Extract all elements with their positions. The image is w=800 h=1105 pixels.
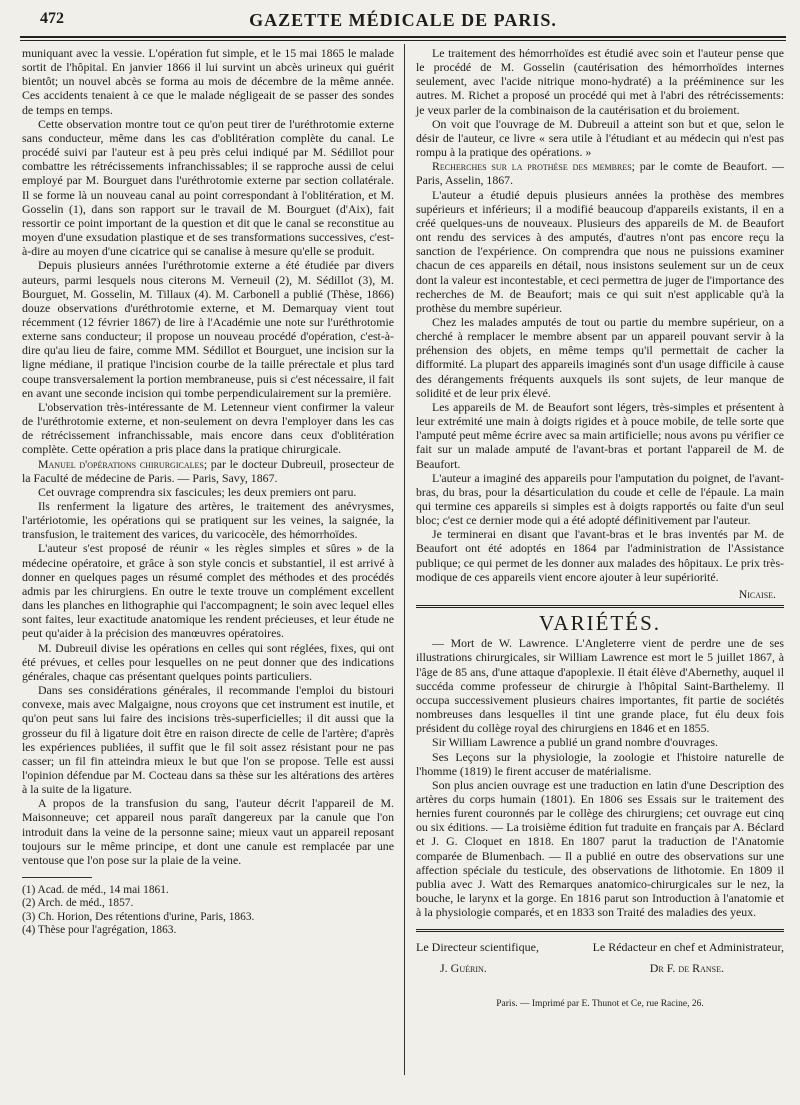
- section-title: VARIÉTÉS.: [538, 611, 662, 636]
- paragraph: L'auteur s'est proposé de réunir « les règles simples et sûres » de la médecine opératoire, et grâce à son style concis et substantiel, il est arrivé à donner en quelques pages un résumé complet des méthodes et des procédés admis par les chirurgiens. En outre le texte trouve un complément excellent dans les planches en lithographie qui l'accompagnent; le soin avec lequel elles sont faites, leur exactitude anatomique les rendent précieuses, et leur étude ne peut qu'aider à la précision des manœuvres opératoires.: [22, 541, 394, 641]
- signatories-names: [416, 961, 784, 975]
- header-rule: [20, 36, 786, 38]
- left-column: [22, 46, 394, 938]
- page-header: [20, 10, 786, 38]
- varietes-section: [416, 605, 784, 919]
- paragraph: Sir William Lawrence a publié un grand nombre d'ouvrages.: [432, 735, 718, 750]
- paragraph: On voit que l'ouvrage de M. Dubreuil a atteint son but et que, selon le désir de l'auteur, ce livre « sera utile à l'étudiant et au médecin qui n'est pas rompu à la pratique des opérations. »: [416, 116, 784, 160]
- paragraph: A propos de la transfusion du sang, l'auteur décrit l'appareil de M. Maisonneuve; cet appareil nous paraît dangereux par la canule que l'on introduit dans la veine de la personne saine; mieux vaut un appareil reposant toujours sur le même principe, et dont une canule est remplacée par une ventouse que l'on pose sur la plaie de la veine.: [22, 796, 394, 867]
- paragraph: — Mort de W. Lawrence. L'Angleterre vient de perdre une de ses illustrations chirurgicales, sir William Lawrence est mort le 5 juillet 1867, à l'âge de 85 ans, d'une attaque d'apoplexie. Il était élève d'Abernethy, auquel il succéda comme professeur de chirurgie à l'hôpital Saint-Barthelemy. Il occupa successivement plusieurs chaires importantes, fit partie de sociétés nombreuses dans lesquelles il tint une grande place, fut élu deux fois président du collège royal des chirurgiens en 1846 et en 1855.: [416, 636, 784, 736]
- paragraph: M. Dubreuil divise les opérations en celles qui sont réglées, fixes, qui ont été prévues, et celles pour lesquelles on ne peut donner que des indications générales, chaque cas présentant quelques points particuliers.: [22, 640, 394, 683]
- paragraph: Ils renferment la ligature des artères, le traitement des anévrysmes, l'artériotomie, les opérations qui se pratiquent sur les veines, la saignée, la transfusion, le traitement des varices, du varicocèle, des hémorrhoïdes.: [22, 499, 394, 542]
- paragraph: muniquant avec la vessie. L'opération fut simple, et le 15 mai 1865 le malade sortit de l'hôpital. En janvier 1866 il lui survint un abcès urineux qui guérit bientôt; un nouvel abcès se forma au mois de décembre de la même année. Ces accidents tenaient à ce que le malade négligeait de se passer des sondes de temps en temps.: [22, 46, 394, 117]
- paragraph: Ses Leçons sur la physiologie, la zoologie et l'histoire naturelle de l'homme (1819) le firent accuser de matérialisme.: [416, 749, 784, 778]
- review-title: Recherches sur la prothèse des membres: [432, 159, 632, 174]
- review-title: Manuel d'opérations chirurgicales: [38, 456, 204, 471]
- paragraph: Les appareils de M. de Beaufort sont légers, très-simples et présentent à leur extrémité une main à doigts rigides et à pouce mobile, de telle sorte que l'amputé peut même écrire avec sa main artificielle; nous avons pu vérifier ce fait sur un malade amputé de l'avant-bras et portant l'appareil de M. de Beaufort.: [416, 399, 784, 471]
- footnote: (1) Acad. de méd., 14 mai 1861.: [22, 884, 169, 897]
- paragraph: L'auteur a étudié depuis plusieurs années la prothèse des membres supérieurs et inférieurs; il a modifié beaucoup d'appareils existants, il en a créé quelques-uns de nouveaux. Plusieurs des appareils de M. de Beaufort ont rendu des services à des amputés, d'autres n'ont pas encore reçu la sanction de l'expérience. On comprendra que nous ne puissions examiner chacun de ces appareils en détail, nous insistons seulement sur un de ceux dont la valeur est incontestable, et ceci permettra de juger de l'importance des recherches de M. de Beaufort; mais ce qui suit n'est applicable qu'à la prothèse du membre supérieur.: [416, 187, 784, 315]
- paragraph: Dans ses considérations générales, il recommande l'emploi du bistouri convexe, mais avec Malgaigne, nous croyons que cet instrument est inutile, et qu'on peut sans lui faire des incisions très-superficielles; il dit aussi que la grosseur du fil à ligature doit être en raison directe de celle de l'artère; d'après les expériences publiées, il suffit que le fil soit assez résistant pour ne pas casser; un fil fin atteindra mieux le but que l'on se propose. Telle est aussi l'opinion défendue par M. Cocteau dans sa thèse sur les altérations des artères à la suite de la ligature.: [22, 683, 394, 797]
- paragraph: Chez les malades amputés de tout ou partie du membre supérieur, on a cherché à remplacer le membre absent par un appareil pouvant servir à la préhension des objets, en même temps qu'il permettait de cacher la difformité. La plupart des appareils imaginés sont d'un usage difficile à cause des dérangements fréquents auxquels ils sont sujets, de leur manque de solidité et de leur prix élevé.: [416, 314, 784, 400]
- paragraph: Cet ouvrage comprendra six fascicules; les deux premiers ont paru.: [38, 484, 357, 499]
- printer-line: Paris. — Imprimé par E. Thunot et Ce, rue Racine, 26.: [496, 998, 704, 1009]
- signatories-labels: [416, 940, 784, 954]
- paragraph: L'observation très-intéressante de M. Letenneur vient confirmer la valeur de l'uréthrotomie externe, et non-seulement on devra l'employer dans les cas de rétrécissement infranchissable, mais encore dans ceux d'oblitération complète. Cette opération a pris place dans la pratique chirurgicale.: [22, 399, 394, 457]
- footnote: (4) Thèse pour l'agrégation, 1863.: [22, 924, 177, 937]
- review-heading: [22, 457, 394, 485]
- editor-name: Dr F. de Ranse.: [649, 960, 724, 975]
- journal-title: GAZETTE MÉDICALE DE PARIS.: [249, 10, 557, 30]
- footnote: (2) Arch. de méd., 1857.: [22, 897, 134, 910]
- footnotes: [22, 884, 394, 938]
- footnote-rule: [22, 877, 92, 878]
- director-label: Le Directeur scientifique,: [416, 940, 539, 955]
- paragraph: L'auteur a imaginé des appareils pour l'amputation du poignet, de l'avant-bras, du bras, pour la désarticulation du coude et celle de l'épaule. La main qui termine ces appareils si simples est à doigts rapportés ou faite d'un seul bloc; c'est ce dernier mode qui a été adopté définitivement par l'auteur.: [416, 470, 784, 528]
- review-byline: ; par le comte de Beaufort. — Paris, Asselin, 1867.: [416, 159, 784, 188]
- footnote: (3) Ch. Horion, Des rétentions d'urine, Paris, 1863.: [22, 910, 255, 923]
- paragraph: Depuis plusieurs années l'uréthrotomie externe a été étudiée par divers auteurs, parmi lesquels nous citerons M. Verneuil (2), M. Sédillot (3), M. Bourguet, M. Gosselin, M. Tillaux (4). M. Carbonell a publié (Thèse, 1866) douze observations d'uréthrotomie externe, et M. Demarquay vient tout récemment (12 février 1867) de lire à l'Académie une note sur l'uréthrotomie externe sans conducteur; il propose un nouveau procédé d'opération, c'est-à-dire qu'au lieu de faire, comme MM. Sédillot et Bourguet, une incision sur la ligne médiane, il pratique l'incision courbe de la taille prérectale et plus tard coupe transversalement la portion membraneuse, puis si c'est nécessaire, il fait en avant une seconde incision qui tombe perpendiculairement sur la première.: [22, 258, 394, 400]
- editor-label: Le Rédacteur en chef et Administrateur,: [592, 940, 784, 955]
- paragraph: Cette observation montre tout ce qu'on peut tirer de l'uréthrotomie externe sans conducteur, même dans les cas d'oblitération complète du canal. Le procédé suivi par l'auteur est à peu près celui indiqué par M. Sédillot pour combattre les rétrécissements infranchissables; il se rapproche aussi de celui employé par M. Bourguet dans l'uréthrotomie externe par section collatérale. Il se forme là un nouveau canal au point correspondant à l'oblitération, et M. Gosselin (1), dans son rapport sur le travail de M. Bourguet (d'Aix), fait ressortir ce point important de la question et dit que le canal se reconstitue au moyen d'une exsudation plastique et de ses transformations successives, c'est-à-dire au moyen d'une cicatrice qui se canalise à mesure qu'elle se produit.: [22, 116, 394, 259]
- paragraph: Je terminerai en disant que l'avant-bras et le bras inventés par M. de Beaufort ont été adoptés en 1864 par l'administration de l'Assistance publique; ce qui permet de les donner aux malades des hôpitaux. Le prix très-modique de ces appareils vient encore ajouter à leur supériorité.: [416, 527, 784, 584]
- review-heading: [416, 159, 784, 187]
- paragraph: Son plus ancien ouvrage est une traduction en latin d'une Description des artères du corps humain (1801). En 1806 ses Essais sur le traitement des hernies furent couronnés par le collège des chirurgiens; cet ouvrage eut cinq ou six éditions. — La troisième édition fut traduite en français par A. Béclard et J. G. Cloquet en 1818. En 1807 parut la traduction de l'Anatomie comparée de Blumenbach. — Il a publié en outre des observations sur une affection spéciale du testicule, des observations de lithotomie. En 1809 il publia avec J. Watt des Remarques anatomico-chirurgicales sur le nez, la bouche, le larynx et la gorge. En 1816 parut son Introduction à l'anatomie et à la physiologie comparés, et en 1833 son Traité des maladies des yeux.: [416, 777, 784, 920]
- review-signature: Nicaise.: [738, 586, 776, 601]
- paragraph: Le traitement des hémorrhoïdes est étudié avec soin et l'auteur pense que le procédé de M. Gosselin (cautérisation des hémorrhoïdes internes seulement, avec l'acide nitrique mono-hydraté) a la prééminence sur les autres. M. Richet a proposé un procédé qui met à l'abri des rétrécissements: je veux parler de la combinaison de la cautérisation et du broiement.: [416, 46, 784, 117]
- review-byline: ; par le docteur Dubreuil, prosecteur de la Faculté de médecine de Paris. — Paris, Savy, 1867.: [22, 456, 394, 485]
- column-divider: [404, 44, 405, 1075]
- page-number: 472: [40, 10, 64, 27]
- right-column: [416, 46, 784, 1011]
- header-rule-thin: [20, 40, 786, 41]
- closing-rule: [416, 929, 784, 932]
- director-name: J. Guérin.: [440, 960, 487, 975]
